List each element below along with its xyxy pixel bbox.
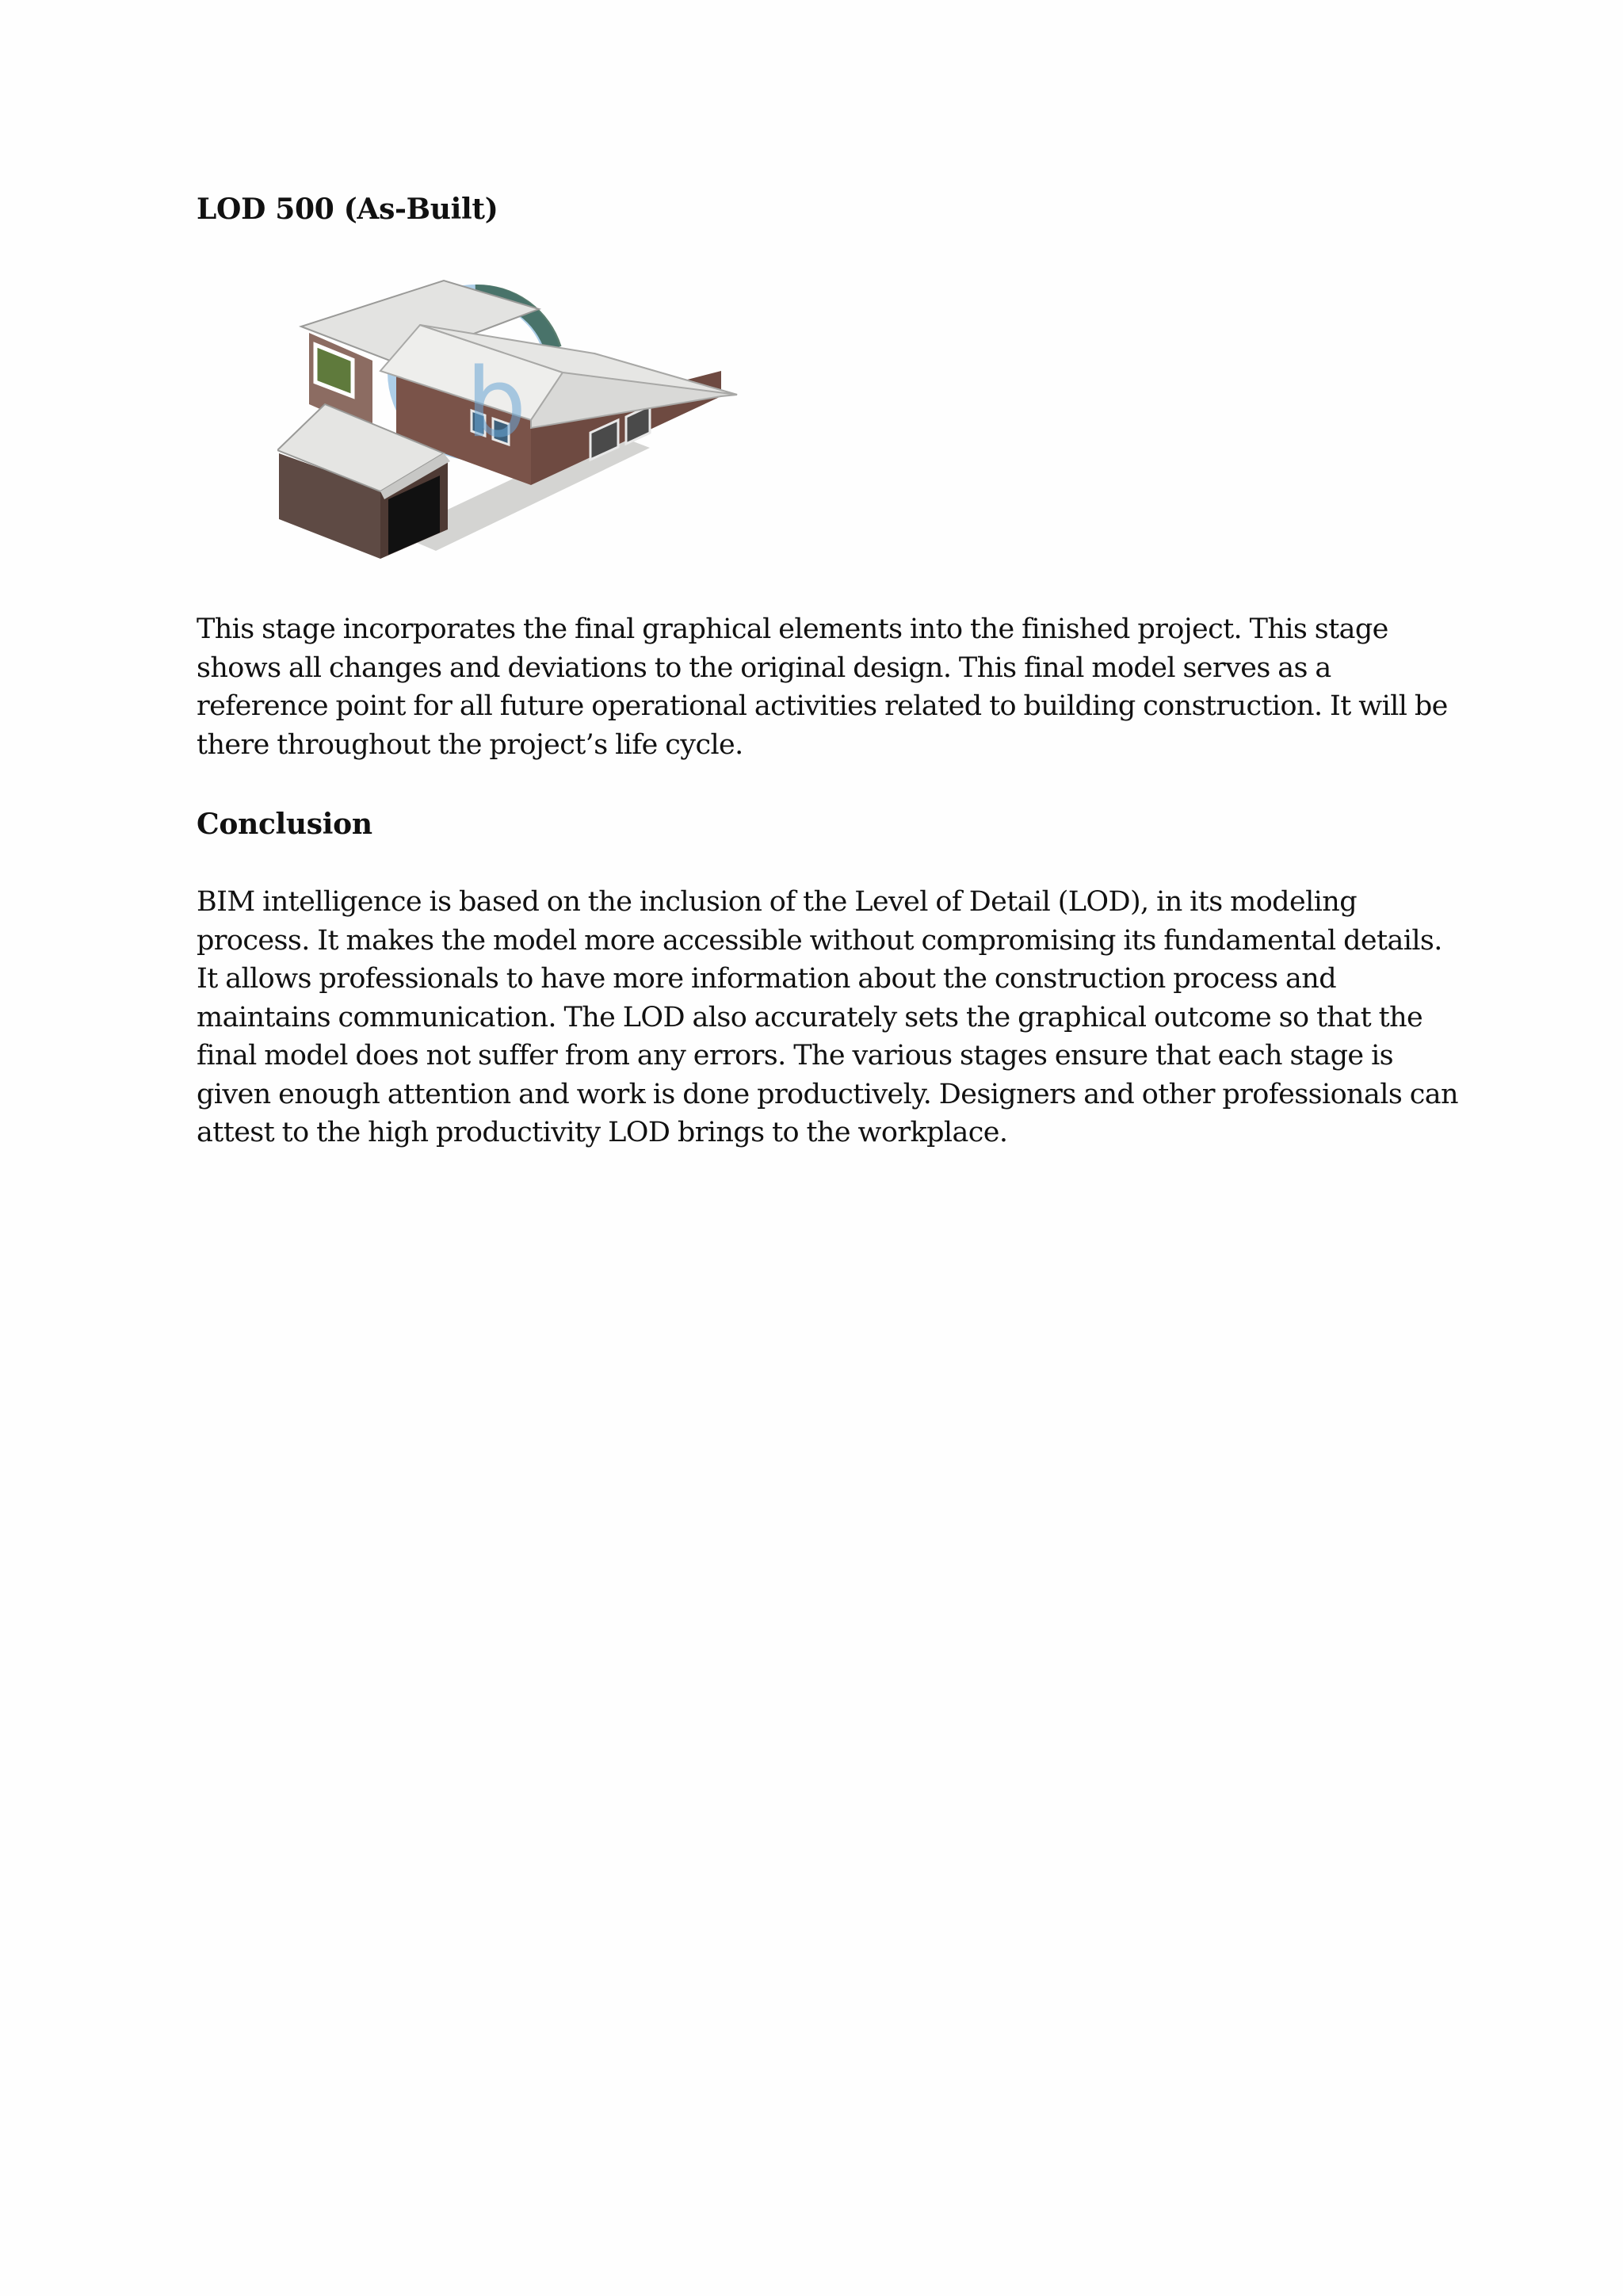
- house-3d-model-icon: [277, 277, 761, 563]
- section-heading: LOD 500 (As-Built): [197, 193, 498, 226]
- watermark-letter: b: [466, 349, 527, 459]
- house-model-figure: [277, 277, 761, 563]
- document-content: [197, 190, 1465, 1152]
- lod-500-description: This stage incorporates the final graphical elements into the finished project. This stage shows all changes and deviations to the original design. This final model serves as a reference point for all future operational activities related to building construction. It will be there throughout the project’s life cycle.: [197, 613, 1448, 761]
- conclusion-paragraph: BIM intelligence is based on the inclusion of the Level of Detail (LOD), in its modeling process. It makes the model more accessible without compromising its fundamental details. It allows professionals to have more information about the construction process and maintains communication. The LOD also accurately sets the graphical outcome so that the final model does not suffer from any errors. The various stages ensure that each stage is given enough attention and work is done productively. Designers and other professionals can attest to the high productivity LOD brings to the workplace.: [197, 886, 1458, 1148]
- conclusion-heading: Conclusion: [197, 808, 372, 841]
